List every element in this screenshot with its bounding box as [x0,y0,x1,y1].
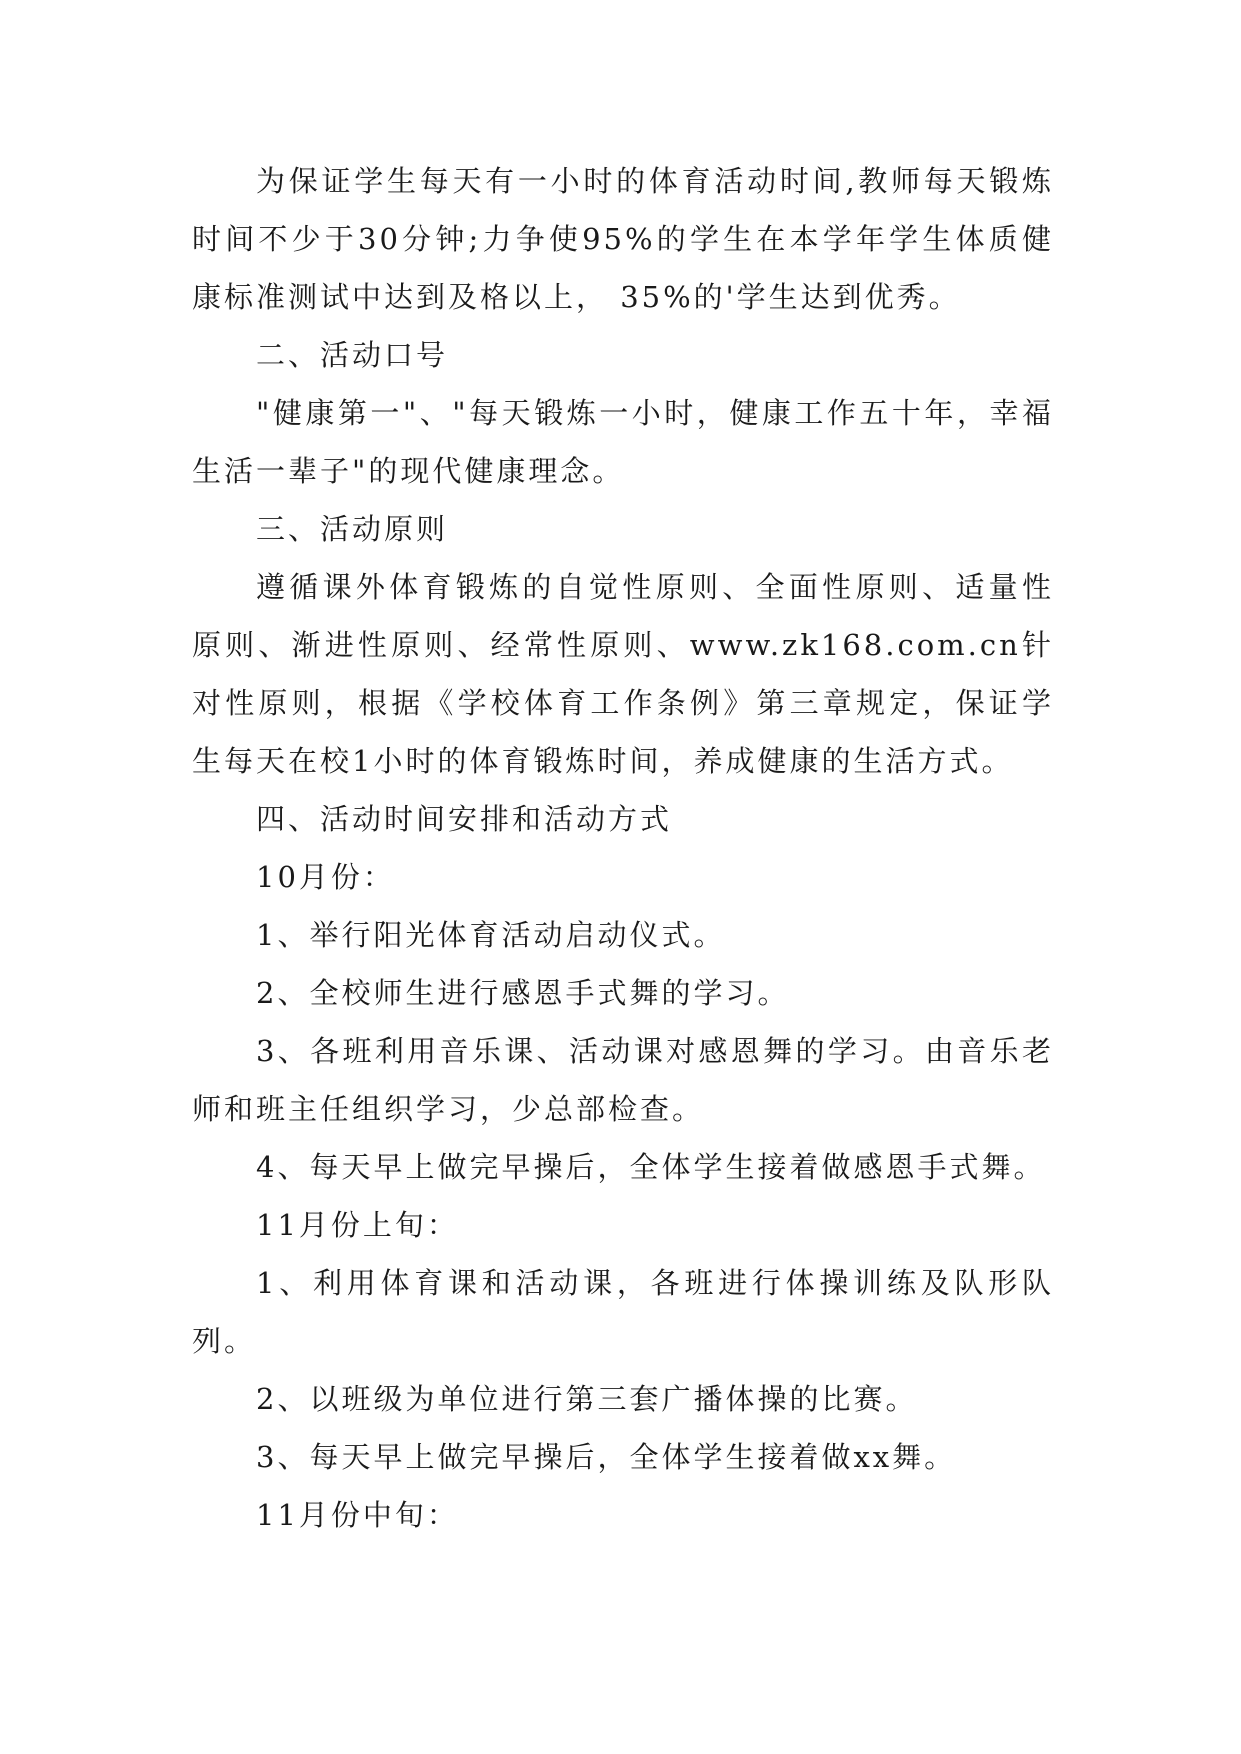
subheading-november-early: 11月份上旬： [256,1208,459,1242]
list-item: 2、以班级为单位进行第三套广播体操的比赛。 [256,1382,918,1416]
list-item: 2、全校师生进行感恩手式舞的学习。 [256,976,790,1010]
list-item: 3、每天早上做完早操后，全体学生接着做xx舞。 [256,1440,957,1474]
list-item: 4、每天早上做完早操后，全体学生接着做感恩手式舞。 [256,1150,1046,1184]
paragraph-slogan: "健康第一"、"每天锻炼一小时，健康工作五十年，幸福生活一辈子"的现代健康理念。 [192,396,1054,488]
heading-principles: 三、活动原则 [256,512,449,546]
heading-schedule: 四、活动时间安排和活动方式 [256,802,673,836]
paragraph-principles: 遵循课外体育锻炼的自觉性原则、全面性原则、适量性原则、渐进性原则、经常性原则、www.zk168.com.cn针对性原则，根据《学校体育工作条例》第三章规定，保证学生每天在校1小时的体育锻炼时间，养成健康的生活方式。 [192,570,1054,778]
paragraph-goal: 为保证学生每天有一小时的体育活动时间,教师每天锻炼时间不少于30分钟;力争使95%的学生在本学年学生体质健康标准测试中达到及格以上， 35%的'学生达到优秀。 [192,164,1054,314]
subheading-november-mid: 11月份中旬： [256,1498,459,1532]
subheading-october: 10月份： [256,860,395,894]
document-body [192,152,1054,1544]
heading-slogan: 二、活动口号 [256,338,449,372]
list-item: 1、利用体育课和活动课，各班进行体操训练及队形队列。 [192,1266,1054,1358]
list-item: 3、各班利用音乐课、活动课对感恩舞的学习。由音乐老师和班主任组织学习，少总部检查。 [192,1034,1054,1126]
list-item: 1、举行阳光体育活动启动仪式。 [256,918,726,952]
